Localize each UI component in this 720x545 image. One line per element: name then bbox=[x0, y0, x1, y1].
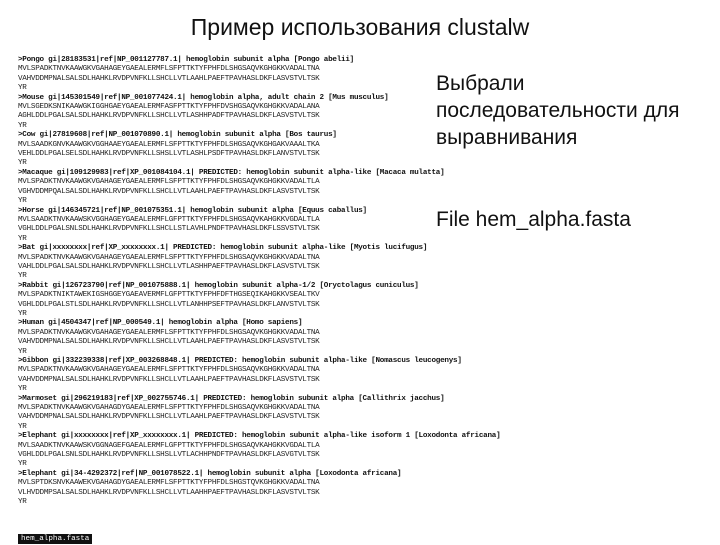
sequence-line: MVLSPADKTNVKAAWGKVGAHAGEYGAEALERMFLSFPTTKTYFPHFDLSHGSAQVKGHGKKVADALTNA bbox=[18, 253, 320, 262]
sequence-line: VEHLDDLPGALSELSDLHAHKLRVDPVNFKLLSHSLLVTLASHLPSDFTPAVHASLDKFLANVSTVLTSK bbox=[18, 150, 320, 159]
sequence-line: VGHLDDLPGALSNLSDLHAHKLRVDPVNFKLLSHCLLSTLAVHLPNDFTPAVHASLDKFLSSVSTVLTSK bbox=[18, 225, 320, 234]
fasta-header-line: >Rabbit gi|126723790|ref|NP_001075888.1| hemoglobin subunit alpha-1/2 [Oryctolagus cuniculus] bbox=[18, 281, 419, 290]
sequence-line: VAHVDDMPNALSALSDLHAHKLRVDPVNFKLLSHCLLVTLAAHLPAEFTPAVHASLDKFLASVSTVLTSK bbox=[18, 338, 320, 347]
sequence-line: MVLSPADKTNVKAAWGKVGAHAGEYGAEALERMFLSFPTTKTYFPHFDLSHGSAQVKGHGKKVADALTLA bbox=[18, 178, 320, 187]
fasta-header-line: >Horse gi|146345721|ref|NP_001075351.1| hemoglobin subunit alpha [Equus caballus] bbox=[18, 206, 367, 215]
sequence-line: YR bbox=[18, 385, 27, 394]
fasta-header-line: >Pongo gi|28183531|ref|NP_001127787.1| hemoglobin subunit alpha [Pongo abelii] bbox=[18, 56, 354, 64]
sequence-line: YR bbox=[18, 498, 27, 507]
sequence-line: MVLSPADKTNVKAAWGKVGAHAGEYGAEALERMFLSFPTTKTYFPHFDLSHGSAQVKGHGKKVADALTNA bbox=[18, 366, 320, 375]
sequence-line: VAHVDDMPNALSALSDLHAHKLRVDPVNFKLLSHCLLVTLAAHLPAEFTPAVHASLDKFLASVSTVLTSK bbox=[18, 375, 320, 384]
fasta-header-line: >Bat gi|xxxxxxxx|ref|XP_xxxxxxxx.1| PREDICTED: hemoglobin subunit alpha-like [Myotis lucifugus] bbox=[18, 244, 428, 253]
sequence-line: VGHVDDMPQALSALSDLHAHKLRVDPVNFKLLSHCLLVTLAAHLPAEFTPAVHASLDKFLASVSTVLTSK bbox=[18, 187, 320, 196]
fasta-header-line: >Cow gi|27819608|ref|NP_001070890.1| hemoglobin subunit alpha [Bos taurus] bbox=[18, 131, 337, 140]
fasta-header-line: >Marmoset gi|296219183|ref|XP_002755746.1| PREDICTED: hemoglobin subunit alpha [Callithrix jacchus] bbox=[18, 394, 445, 403]
sequence-line: VAHVDDMPNALSALSDLHAHKLRVDPVNFKLLSHCLLVTLAAHLPAEFTPAVHASLDKFLASVSTVLTSK bbox=[18, 74, 320, 83]
note-chosen-sequences: Выбрали последовательности для выравнивания bbox=[436, 72, 680, 149]
sequence-line: YR bbox=[18, 159, 27, 168]
sequence-line: YR bbox=[18, 272, 27, 281]
fasta-header-line: >Macaque gi|109129983|ref|XP_001084104.1| PREDICTED: hemoglobin subunit alpha-like [Macaca mulatta] bbox=[18, 168, 445, 177]
sequence-line: MVLSAADKTNVKAAWSKVGGNAGEFGAEALERMFLGFPTTKTYFPHFDLSHGSAQVKAHGKKVGDALTLA bbox=[18, 441, 320, 450]
sequence-line: YR bbox=[18, 347, 27, 356]
sequence-line: MVLSPADKTNVKAAWGKVGAHAGDYGAEALERMFLSFPTTKTYFPHFDLSHGSAQVKGHGKKVADALTNA bbox=[18, 404, 320, 413]
sequence-line: VAHVDDMPNALSALSDLHAHKLRVDPVNFKLLSHCLLVTLAAHLPAEFTPAVHASLDKFLASVSTVLTSK bbox=[18, 413, 320, 422]
fasta-header-line: >Human gi|4504347|ref|NP_000549.1| hemoglobin alpha [Homo sapiens] bbox=[18, 319, 303, 328]
sequence-line: YR bbox=[18, 234, 27, 243]
sequence-line: MVLSAADKGNVKAAWGKVGGHAAEYGAEALERMFLSFPTTKTYFPHFDLSHGSAQVKGHGAKVAAALTKA bbox=[18, 140, 320, 149]
terminal-window[interactable] bbox=[18, 56, 501, 538]
sequence-line: VGHLDDLPGALSTLSDLHAHKLRVDPVNFKLLSHCLLVTLANHHPSEFTPAVHASLDKFLANVSTVLTSK bbox=[18, 300, 320, 309]
sequence-line: YR bbox=[18, 460, 27, 469]
sequence-line: VGHLDDLPGALSNLSDLHAHKLRVDPVNFKLLSHSLLVTLACHHPNDFTPAVHASLDKFLASVGTVLTSK bbox=[18, 451, 320, 460]
sequence-line: MVLSGEDKSNIKAAWGKIGGHGAEYGAEALERMFASFPTTKTYFPHFDVSHGSAQVKGHGKKVADALANA bbox=[18, 103, 320, 112]
sequence-line: MVLSPTDKSNVKAAWEKVGAHAGDYGAEALERMFLSFPTTKTYFPHFDLSHGSTQVKGHGKKVADALTNA bbox=[18, 479, 320, 488]
sequence-line: YR bbox=[18, 309, 27, 318]
status-filename: hem_alpha.fasta bbox=[18, 534, 92, 544]
fasta-header-line: >Gibbon gi|332239338|ref|XP_003268848.1| PREDICTED: hemoglobin subunit alpha-like [Nomascus leucogenys] bbox=[18, 357, 462, 365]
sequence-line: MVLSPADKTNIKTAWEKIGSHGGEYGAEAVERMFLGFPTTKTYFPHFDFTHGSEQIKAHGKKVSEALTKV bbox=[18, 291, 320, 300]
sequence-line: VAHLDDLPGALSALSDLHAHKLRVDPVNFKLLSHCLLVTLASHHPAEFTPAVHASLDKFLASVSTVLTSK bbox=[18, 262, 320, 271]
sequence-line: VLHVDDMPSALSALSDLHAHKLRVDPVNFKLLSHCLLVTLAAHHPAEFTPAVHASLDKFLASVSTVLTSK bbox=[18, 488, 320, 497]
sequence-line: YR bbox=[18, 197, 27, 206]
sequence-line: MVLSAADKTNVKAAWSKVGGHAGEYGAEALERMFLGFPTTKTYFPHFDLSHGSAQVKAHGKKVGDALTLA bbox=[18, 215, 320, 224]
editor-status-bar bbox=[18, 527, 432, 543]
sequence-line: YR bbox=[18, 121, 27, 130]
note-file-name: File hem_alpha.fasta bbox=[436, 208, 631, 231]
fasta-header-line: >Elephant gi|34-4292372|ref|NP_001078522.1| hemoglobin subunit alpha [Loxodonta africana] bbox=[18, 469, 402, 478]
fasta-header-line: >Elephant gi|xxxxxxxx|ref|XP_xxxxxxxx.1| PREDICTED: hemoglobin subunit alpha-like isoform 1 [Loxodonta africana] bbox=[18, 432, 501, 441]
fasta-sequence-list bbox=[18, 56, 501, 508]
sequence-line: MVLSPADKTNVKAAWGKVGAHAGEYGAEALERMFLSFPTTKTYFPHFDLSHGSAQVKGHGKKVADALTNA bbox=[18, 65, 320, 74]
slide-title: Пример использования clustalw bbox=[190, 14, 530, 40]
fasta-header-line: >Mouse gi|145301549|ref|NP_001077424.1| hemoglobin alpha, adult chain 2 [Mus musculus] bbox=[18, 93, 389, 102]
sequence-line: MVLSPADKTNVKAAWGKVGAHAGEYGAEALERMFLSFPTTKTYFPHFDLSHGSAQVKGHGKKVADALTNA bbox=[18, 328, 320, 337]
sequence-line: YR bbox=[18, 84, 27, 93]
sequence-line: AGHLDDLPGALSALSDLHAHKLRVDPVNFKLLSHCLLVTLASHHPADFTPAVHASLDKFLASVSTVLTSK bbox=[18, 112, 320, 121]
sequence-line: YR bbox=[18, 422, 27, 431]
